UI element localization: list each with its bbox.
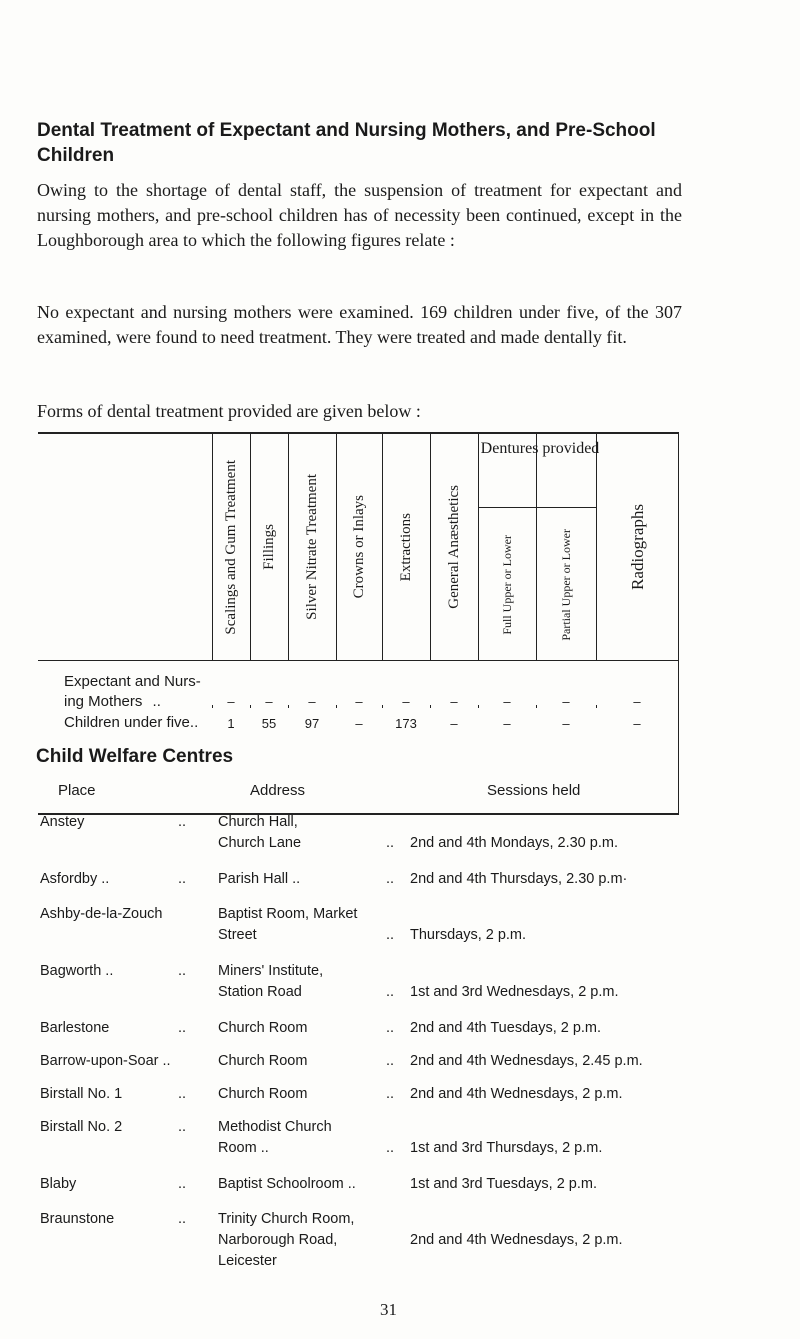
table-cell: 97 — [304, 716, 320, 731]
col-partial-dentures: Partial Upper or Lower — [559, 529, 573, 641]
examination-paragraph: No expectant and nursing mothers were examined. 169 children under five, of the 307 examined, were found to need treatment. They were treated and made dentally fit. — [37, 302, 682, 347]
table-cell: – — [562, 716, 570, 731]
table-cell: – — [402, 694, 410, 709]
forms-paragraph: Forms of dental treatment provided are given below : — [37, 401, 421, 421]
table-cell: 173 — [395, 716, 417, 731]
intro-paragraph: Owing to the shortage of dental staff, the suspension of treatment for expectant and nursing mothers, and pre-school children has of necessity been continued, except in the Loughborough area to which the following figures relate : — [37, 180, 682, 250]
table-cell: – — [503, 716, 511, 731]
col-extractions: Extractions — [397, 512, 414, 582]
address-header: Address — [250, 782, 306, 799]
col-full-dentures: Full Upper or Lower — [500, 535, 514, 635]
row-label-children: Children under five.. — [64, 714, 199, 731]
page-number: 31 — [380, 1300, 397, 1319]
col-crowns: Crowns or Inlays — [350, 495, 367, 599]
table-cell: – — [450, 716, 458, 731]
sessions-header: Sessions held — [487, 782, 581, 799]
col-scalings: Scalings and Gum Treatment — [222, 459, 239, 635]
table-cell: 55 — [261, 716, 277, 731]
row-label-mothers: Expectant and Nurs- ing Mothers .. — [64, 673, 201, 710]
table-cell: – — [308, 694, 316, 709]
col-anaesthetics: General Anæsthetics — [445, 485, 462, 609]
table-cell: – — [633, 716, 641, 731]
col-silver-nitrate: Silver Nitrate Treatment — [303, 474, 320, 620]
table-cell: – — [562, 694, 570, 709]
table-cell: – — [355, 694, 363, 709]
table-cell: – — [450, 694, 458, 709]
table-cell: – — [633, 694, 641, 709]
col-fillings: Fillings — [260, 524, 277, 570]
page-heading: Dental Treatment of Expectant and Nursing Mothers, and Pre-School Children — [37, 120, 656, 166]
child-welfare-title: Child Welfare Centres — [36, 746, 234, 767]
table-cell: 1 — [227, 716, 235, 731]
table-cell: – — [355, 716, 363, 731]
place-header: Place — [58, 782, 96, 799]
table-cell: – — [265, 694, 273, 709]
col-dentures-group: Dentures provided — [480, 440, 600, 457]
col-radiographs: Radiographs — [627, 504, 647, 590]
table-cell: – — [227, 694, 235, 709]
table-cell: – — [503, 694, 511, 709]
